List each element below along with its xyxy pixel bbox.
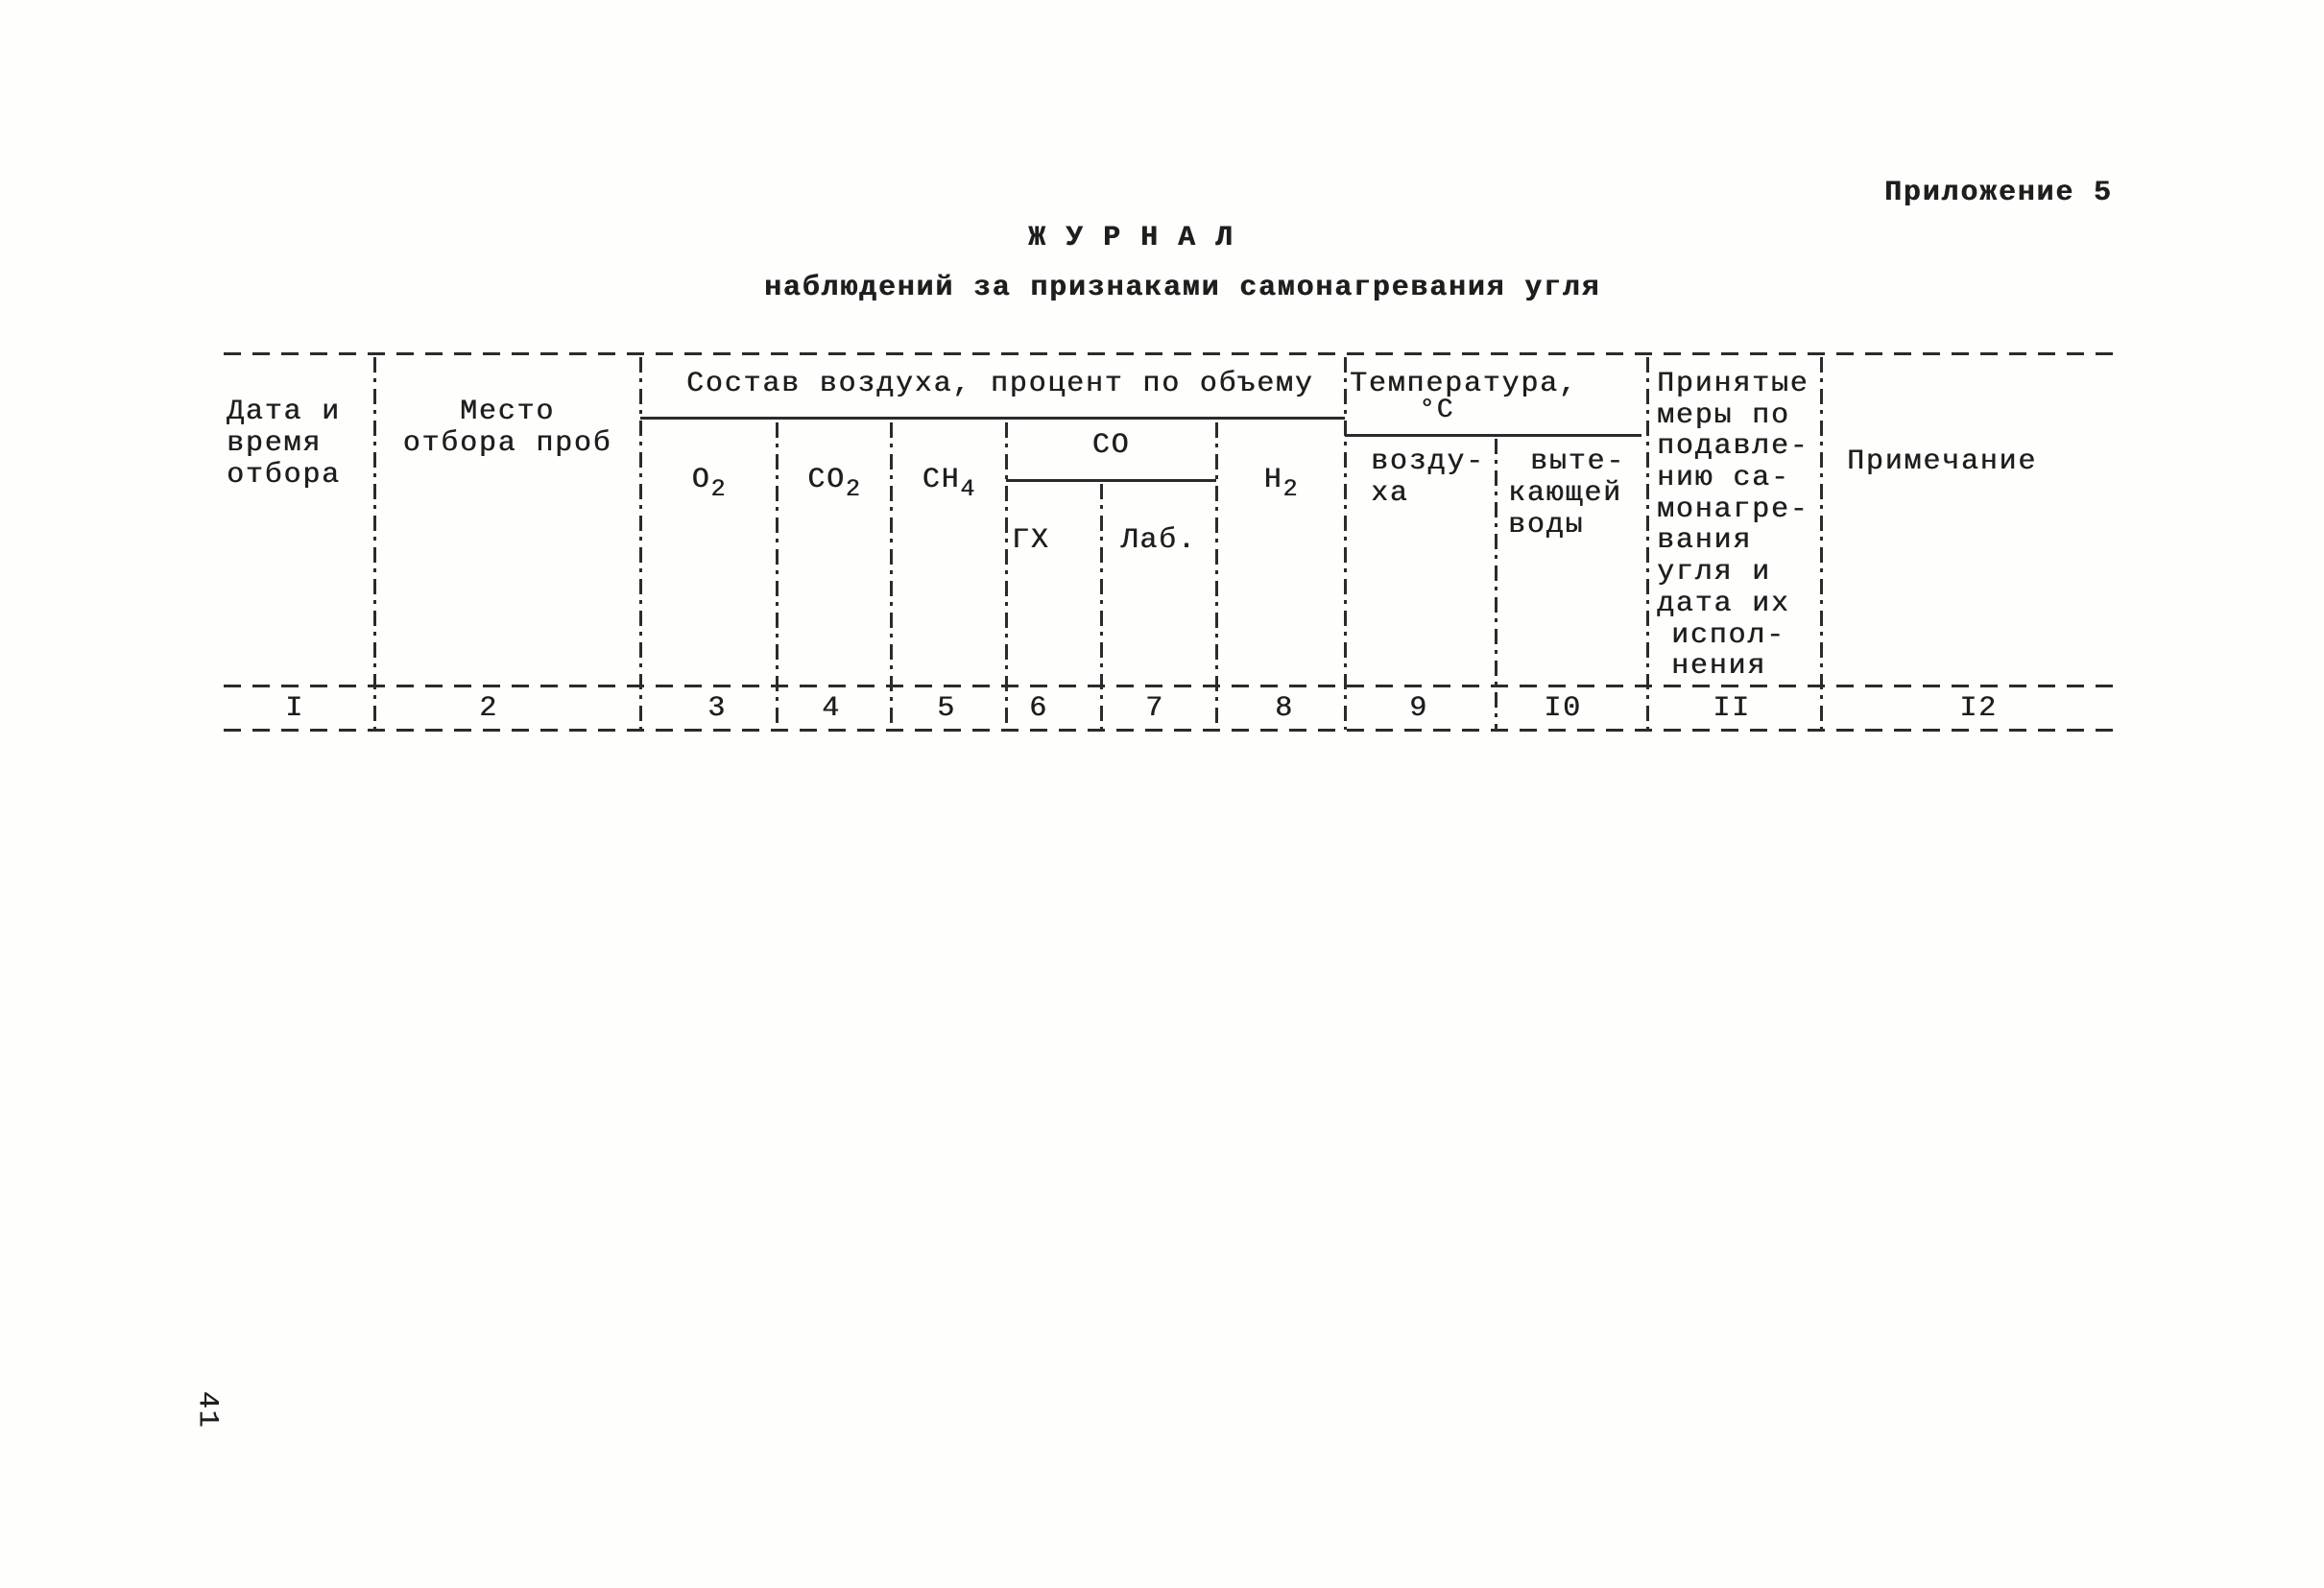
header-o2 [640, 464, 777, 503]
header-line: меры по [1657, 398, 1790, 432]
formula-symbol: H [1263, 464, 1283, 496]
column-number: 2 [479, 692, 498, 725]
document-subtitle: наблюдений за признаками самонагревания угля [764, 272, 1601, 304]
header-notes: Примечание [1847, 445, 2038, 478]
column-divider [1646, 357, 1649, 730]
column-number: 7 [1145, 692, 1164, 725]
column-number: 5 [937, 692, 956, 725]
formula-symbol: CH [922, 464, 961, 496]
formula-subscript: 4 [960, 475, 975, 503]
column-number: II [1713, 692, 1751, 725]
header-line: отбора проб [402, 427, 612, 460]
header-sampling-place [374, 397, 640, 460]
header-water-temperature [1508, 446, 1625, 541]
header-line: время [227, 427, 323, 460]
header-co: CO [1091, 429, 1131, 462]
header-line: отбора [227, 459, 341, 492]
header-line: Место [459, 396, 555, 428]
page-number: 41 [190, 1390, 224, 1430]
column-number: 6 [1029, 692, 1048, 725]
header-line: вания [1657, 524, 1753, 558]
co-group-rule [1006, 479, 1216, 482]
column-number: I2 [1959, 692, 1998, 725]
air-composition-group-rule [640, 417, 1345, 420]
formula-subscript: 2 [1282, 475, 1298, 503]
column-number: 9 [1409, 692, 1428, 725]
header-line: угля и [1657, 556, 1771, 589]
header-line: монагре- [1657, 493, 1809, 526]
header-line: нию са- [1657, 462, 1790, 495]
column-divider [1344, 357, 1347, 730]
formula-symbol: O [691, 464, 711, 496]
formula-subscript: 2 [710, 475, 726, 503]
column-divider [1820, 357, 1823, 730]
column-number: I0 [1544, 692, 1582, 725]
header-line: ха [1371, 477, 1409, 510]
temperature-group-rule [1345, 434, 1641, 437]
header-air-composition: Состав воздуха, процент по объему [686, 368, 1314, 400]
header-line: выте- [1530, 445, 1626, 478]
header-line: Принятые [1657, 368, 1809, 400]
header-line: Дата и [227, 396, 341, 428]
header-ch4 [891, 464, 1006, 503]
appendix-label: Приложение 5 [1884, 177, 2113, 209]
header-line: испол- [1671, 618, 1785, 652]
header-line: воды [1508, 509, 1585, 541]
formula-symbol: CO [807, 464, 846, 496]
column-divider [1495, 439, 1497, 730]
formula-subscript: 2 [845, 475, 860, 503]
header-line: возду- [1371, 445, 1485, 478]
column-number: 3 [707, 692, 727, 725]
header-line: нения [1671, 650, 1767, 684]
column-divider [1100, 484, 1103, 730]
header-air-temperature [1371, 446, 1485, 510]
header-co-laboratory: Лаб. [1120, 524, 1197, 557]
header-line: дата их [1657, 587, 1790, 620]
header-date-time [227, 397, 341, 492]
header-h2 [1216, 464, 1345, 503]
header-co2 [777, 464, 891, 503]
header-measures-taken [1657, 369, 1809, 683]
header-temperature: Температура, [1350, 368, 1578, 400]
header-temperature-unit: °C [1419, 396, 1455, 425]
column-number: 8 [1275, 692, 1294, 725]
document-title: ЖУРНАЛ [1028, 222, 1254, 254]
header-line: подавле- [1657, 430, 1809, 464]
column-number: I [285, 692, 304, 725]
header-co-gas-chromatograph: ГХ [1012, 524, 1050, 557]
header-line: кающей [1508, 477, 1622, 510]
table-top-rule [224, 352, 2113, 355]
column-number: 4 [822, 692, 841, 725]
table-header-bottom-rule [224, 685, 2113, 687]
table-bottom-rule [224, 729, 2113, 732]
